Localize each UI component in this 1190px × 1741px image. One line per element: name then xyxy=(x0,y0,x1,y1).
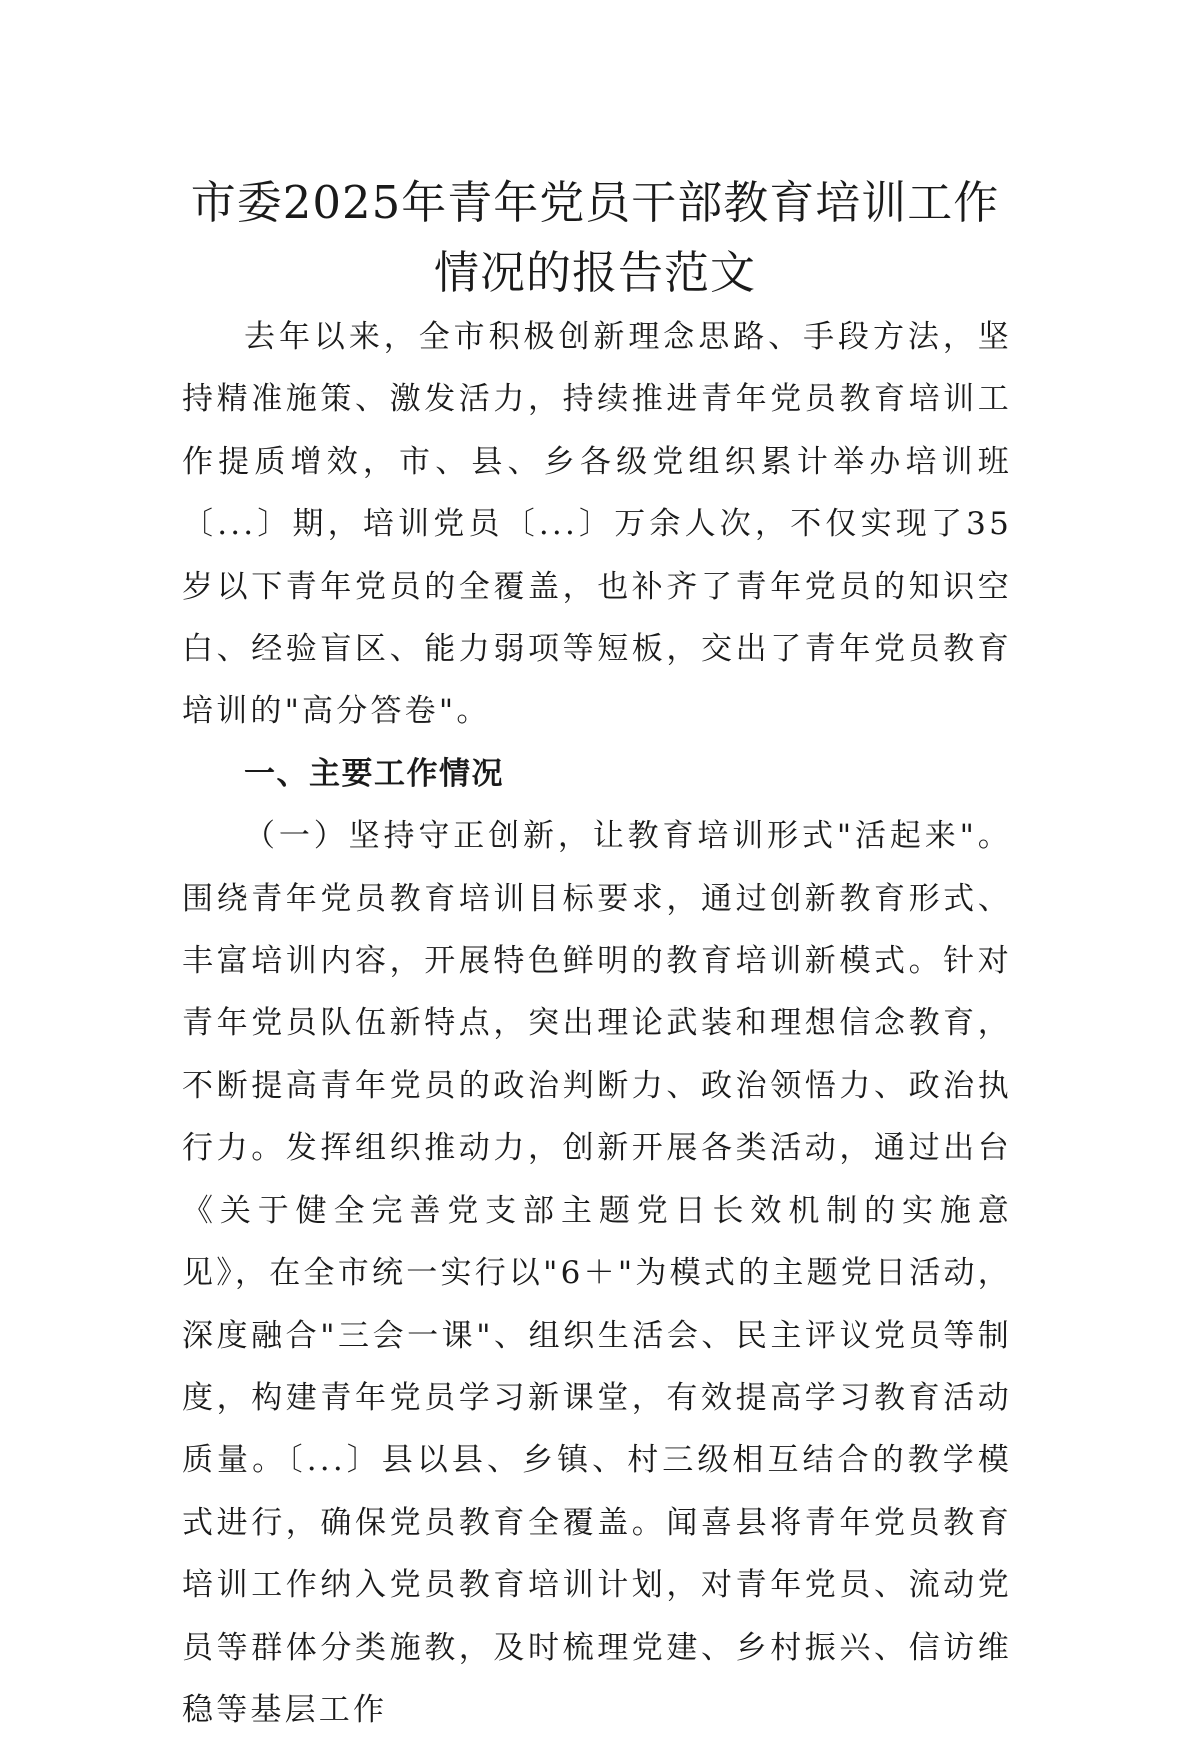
section-heading: 一、主要工作情况 xyxy=(244,755,504,792)
intro-paragraph: 去年以来，全市积极创新理念思路、手段方法，坚持精准施策、激发活力，持续推进青年党员教育培训工作提质增效，市、县、乡各级党组织累计举办培训班〔...〕期，培训党员〔...〕万余人次，不仅实现了35岁以下青年党员的全覆盖，也补齐了青年党员的知识空白、经验盲区、能力弱项等短板，交出了青年党员教育培训的"高分答卷"。 xyxy=(182,319,1012,730)
document-body xyxy=(182,306,1012,1741)
section-paragraph: （一）坚持守正创新，让教育培训形式"活起来"。围绕青年党员教育培训目标要求，通过创新教育形式、丰富培训内容，开展特色鲜明的教育培训新模式。针对青年党员队伍新特点，突出理论武装和理想信念教育，不断提高青年党员的政治判断力、政治领悟力、政治执行力。发挥组织推动力，创新开展各类活动，通过出台《关于健全完善党支部主题党日长效机制的实施意见》，在全市统一实行以"6＋"为模式的主题党日活动，深度融合"三会一课"、组织生活会、民主评议党员等制度，构建青年党员学习新课堂，有效提高学习教育活动质量。〔...〕县以县、乡镇、村三级相互结合的教学模式进行，确保党员教育全覆盖。闻喜县将青年党员教育培训工作纳入党员教育培训计划，对青年党员、流动党员等群体分类施教，及时梳理党建、乡村振兴、信访维稳等基层工作 xyxy=(182,818,1012,1728)
document-title: 市委2025年青年党员干部教育培训工作情况的报告范文 xyxy=(190,176,1000,299)
